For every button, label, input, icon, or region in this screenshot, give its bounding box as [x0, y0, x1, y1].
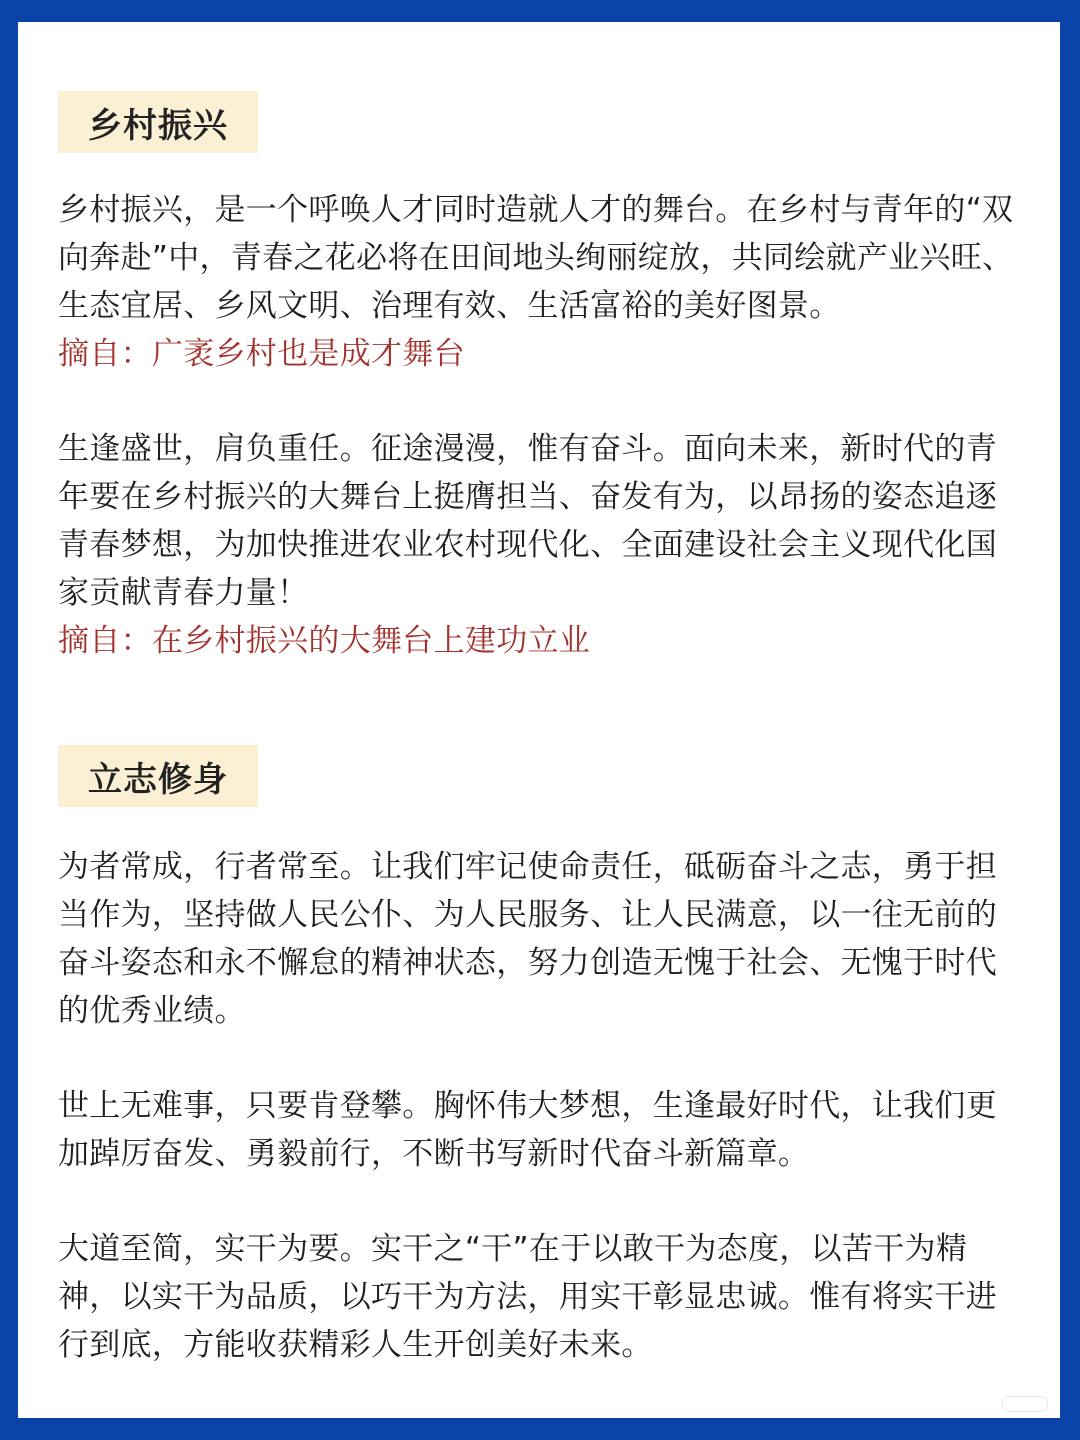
watermark-icon: [1002, 1396, 1048, 1412]
paragraph-rural-2: 生逢盛世，肩负重任。征途漫漫，惟有奋斗。面向未来，新时代的青年要在乡村振兴的大舞台上挺膺担当、奋发有为，以昂扬的姿态追逐青春梦想，为加快推进农业农村现代化、全面建设社会主义现代化国家贡献青春力量！: [58, 431, 997, 611]
source-quote-rural-2: 摘自：在乡村振兴的大舞台上建功立业: [58, 623, 591, 659]
section-title-self-cultivation: 立志修身: [58, 745, 258, 807]
paragraph-cultivation-1: 为者常成，行者常至。让我们牢记使命责任，砥砺奋斗之志，勇于担当作为，坚持做人民公仆、为人民服务、让人民满意，以一往无前的奋斗姿态和永不懈怠的精神状态，努力创造无愧于社会、无愧于时代的优秀业绩。: [58, 849, 997, 1029]
paragraph-cultivation-3: 大道至简，实干为要。实干之“干”在于以敢干为态度，以苦干为精神，以实干为品质，以巧干为方法，用实干彰显忠诚。惟有将实干进行到底，方能收获精彩人生开创美好未来。: [58, 1231, 997, 1363]
content-card: [18, 22, 1060, 1418]
paragraph-rural-1: 乡村振兴，是一个呼唤人才同时造就人才的舞台。在乡村与青年的“双向奔赴”中，青春之花必将在田间地头绚丽绽放，共同绘就产业兴旺、生态宜居、乡风文明、治理有效、生活富裕的美好图景。: [58, 192, 1014, 324]
source-quote-rural-1: 摘自：广袤乡村也是成才舞台: [58, 336, 465, 372]
section-title-rural-revitalization: 乡村振兴: [58, 91, 258, 153]
paragraph-cultivation-2: 世上无难事，只要肯登攀。胸怀伟大梦想，生逢最好时代，让我们更加踔厉奋发、勇毅前行，不断书写新时代奋斗新篇章。: [58, 1088, 997, 1172]
